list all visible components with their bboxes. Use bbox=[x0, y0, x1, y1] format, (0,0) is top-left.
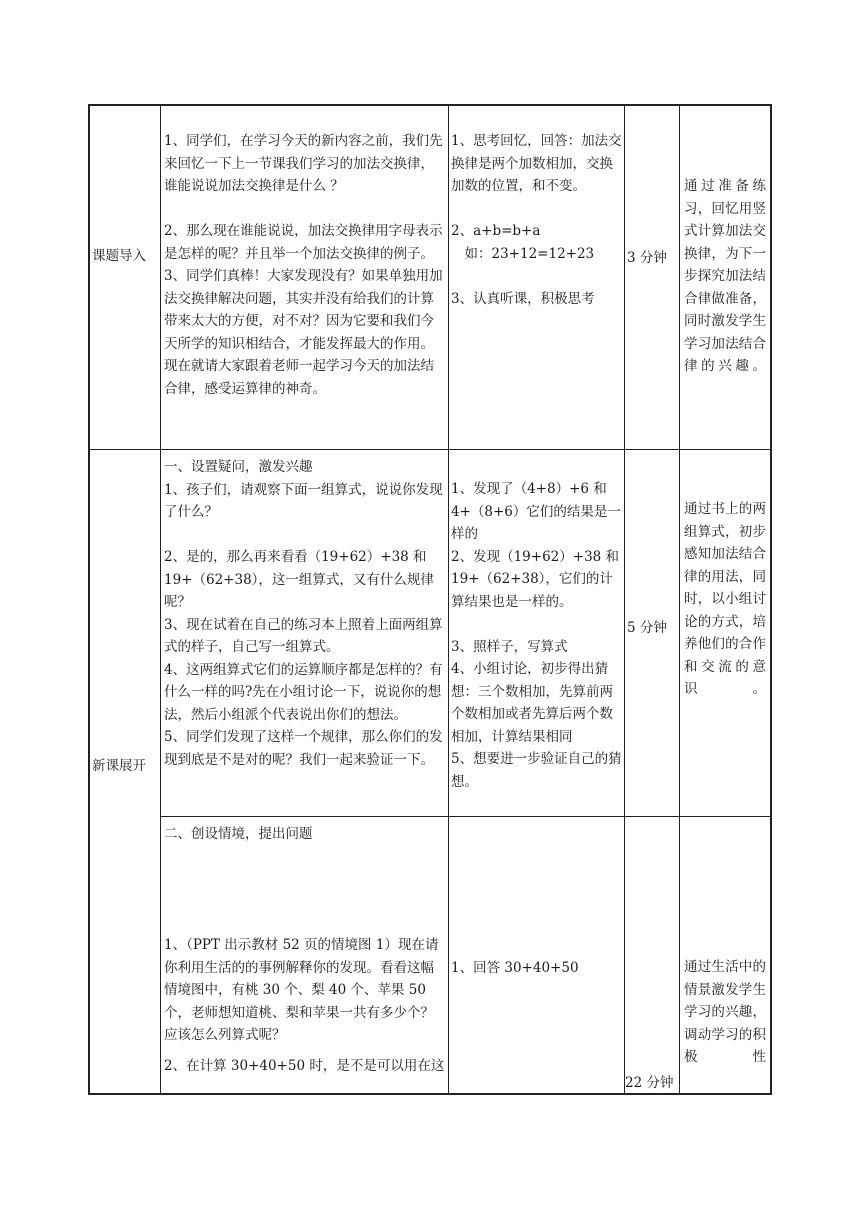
student-step: 1、发现了（4+8）+6 和 4+（8+6）它们的结果是一样的 bbox=[451, 481, 621, 542]
column-divider bbox=[679, 104, 680, 1095]
teacher-step: 3、现在试着在自己的练习本上照着上面两组算式的样子，自己写一组算式。 bbox=[164, 616, 443, 655]
teacher-section-heading: 二、创设情境，提出问题 bbox=[164, 826, 313, 842]
time-allocation: 22 分钟 bbox=[625, 1075, 674, 1091]
lesson-plan-table bbox=[88, 104, 772, 1095]
student-activity bbox=[451, 478, 623, 793]
teacher-activity bbox=[164, 934, 446, 1077]
teacher-step: 4、这两组算式它们的运算顺序都是怎样的？有什么一样的吗?先在小组讨论一下，说说你的想法，然后小组派个代表说出你们的想法。 bbox=[164, 661, 443, 723]
student-step: 2、a+b=b+a bbox=[451, 223, 541, 239]
teacher-activity bbox=[164, 456, 446, 771]
design-purpose: 通过准备练习，回忆用竖式计算加法交换律，为下一步探究加法结合律做准备，同时激发学生学习加法结合律的兴趣。 bbox=[684, 178, 766, 374]
teacher-activity bbox=[164, 823, 446, 846]
student-activity bbox=[451, 957, 623, 980]
table-border-top bbox=[88, 104, 772, 106]
student-step: 4、小组讨论，初步得出猜想：三个数相加，先算前两个数相加或者先算后两个数相加，计算结果相同 bbox=[451, 661, 613, 745]
table-border-bottom bbox=[88, 1093, 772, 1095]
teacher-step: 2、在计算 30+40+50 时，是不是可以用在这 bbox=[164, 1057, 445, 1074]
student-step: 2、发现（19+62）+38 和 19+（62+38），它们的计算结果也是一样的。 bbox=[451, 548, 620, 610]
time-allocation: 5 分钟 bbox=[627, 620, 667, 636]
row-divider bbox=[88, 449, 772, 450]
teacher-step: 一、设置疑问，激发兴趣 bbox=[164, 459, 313, 475]
teacher-step: 3、同学们真棒！大家发现没有？如果单独用加法交换律解决问题，其实并没有给我们的计算带来太大的方便，对不对？因为它要和我们今天所学的知识相结合，才能发挥最大的作用。现在就请大家跟着老师一起学习今天的加法结合律，感受运算律的神奇。 bbox=[164, 268, 443, 397]
teacher-step: 2、是的，那么再来看看（19+62）+38 和 19+（62+38），这一组算式，又有什么规律呢？ bbox=[164, 549, 434, 610]
teacher-step: 1、（PPT 出示教材 52 页的情境图 1）现在请你利用生活的的事例解释你的发现。看看这幅情境图中，有桃 30 个、梨 40 个、苹果 50 个，老师想知道桃、梨和苹果一共有多少个？应该怎么列算式呢？ bbox=[164, 937, 439, 1043]
teacher-activity bbox=[164, 130, 446, 400]
student-step: 如：23+12=12+23 bbox=[451, 245, 595, 262]
table-border-right bbox=[770, 104, 772, 1095]
table-border-left bbox=[88, 104, 90, 1095]
time-allocation: 3 分钟 bbox=[627, 250, 667, 266]
row-divider bbox=[160, 816, 772, 817]
student-step: 3、认真听课，积极思考 bbox=[451, 290, 595, 307]
teacher-step: 1、同学们，在学习今天的新内容之前，我们先来回忆一下上一节课我们学习的加法交换律，谁能说说加法交换律是什么 ？ bbox=[164, 133, 443, 194]
student-step: 1、思考回忆，回答：加法交换律是两个加数相加，交换加数的位置，和不变。 bbox=[451, 133, 622, 194]
design-purpose: 通过书上的两组算式，初步感知加法结合律的用法，同时，以小组讨论的方式，培养他们的合作和交流的意识。 bbox=[684, 501, 766, 697]
student-step: 1、回答 30+40+50 bbox=[451, 960, 579, 976]
stage-label: 新课展开 bbox=[92, 758, 146, 774]
stage-label: 课题导入 bbox=[92, 248, 146, 264]
column-divider bbox=[160, 104, 161, 1095]
teacher-step: 1、孩子们，请观察下面一组算式，说说你发现了什么？ bbox=[164, 481, 443, 520]
student-activity bbox=[451, 130, 623, 310]
teacher-step: 2、那么现在谁能说说，加法交换律用字母表示是怎样的呢？并且举一个加法交换律的例子。 bbox=[164, 223, 443, 262]
student-step: 3、照样子，写算式 bbox=[451, 638, 568, 655]
column-divider bbox=[624, 104, 625, 1095]
teacher-step: 5、同学们发现了这样一个规律，那么你们的发现到底是不是对的呢？我们一起来验证一下。 bbox=[164, 729, 443, 768]
column-divider bbox=[448, 104, 449, 1095]
student-step: 5、想要进一步验证自己的猜想。 bbox=[451, 751, 622, 790]
design-purpose: 通过生活中的情景激发学生学习的兴趣，调动学习的积极性 bbox=[684, 959, 766, 1065]
